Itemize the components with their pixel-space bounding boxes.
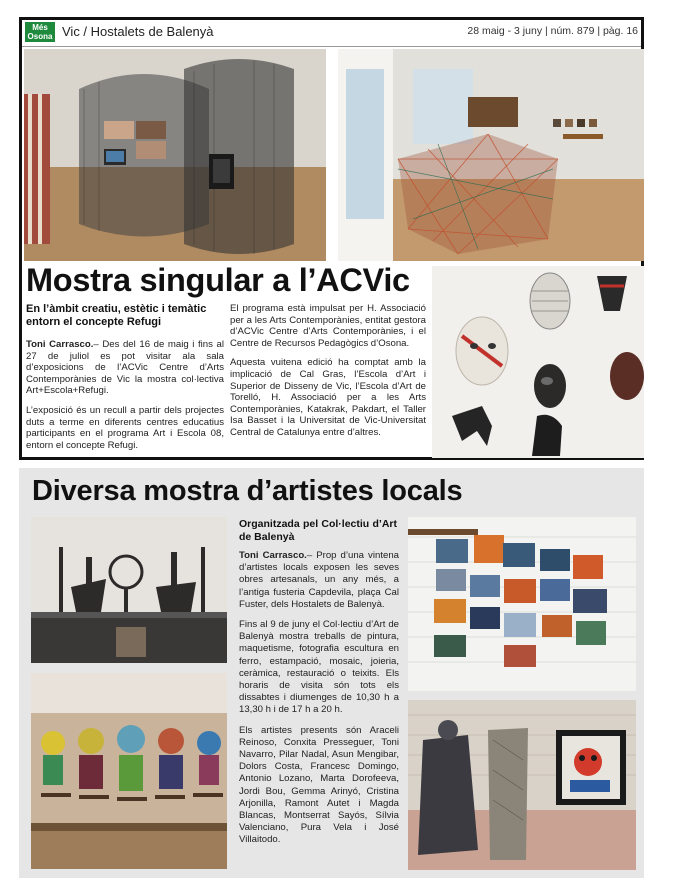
issue-info: 28 maig - 3 juny | núm. 879 | pàg. 16 <box>467 25 638 37</box>
photo-mesh-installation <box>24 49 326 261</box>
photo-textiles-painting <box>408 700 636 870</box>
subhead-acvic: En l’àmbit creatiu, estètic i temàtic entorn el concepte Refugi <box>26 303 207 328</box>
photo-wall-collage <box>408 517 636 691</box>
headline-acvic: Mostra singular a l’ACVic <box>26 262 410 298</box>
photo-masks <box>432 266 644 458</box>
article2-paragraph-3: Els artistes presents són Araceli Reinoso, Conxita Presseguer, Toni Navarro, Pilar Nadal, Asun Mengibar, Dolors Costa, Francesc Domingo, Antonio Lozano, Marta Dorofeeva, Jordi Bou, Gemma Arinyó, Cristina Arjonilla, Ramont Autet i Magda Blancas, Montserrat Sayós, Sílvia Valenciano, Pura Vela i José Villaitodo. <box>239 724 399 846</box>
logo-mes-osona <box>25 22 55 42</box>
headline-artistes-locals: Diversa mostra d’artistes locals <box>32 475 463 507</box>
paragraph-text: – Prop d’una vintena d’artistes locals exposen les seves obres artesanals, un any més, a l’antiga fusteria Capdevila, plaça Cal Fuster, dels Hostalets de Balenyà. <box>239 550 399 610</box>
paragraph-text: – Des del 16 de maig i fins al 27 de juliol es pot visitar ala sala d’exposicions de l’ACVic Centre d’Arts Contemporànies de Vic la mostra col·lectiva Art+Escola+Refugi. <box>26 339 224 397</box>
article-acvic <box>19 17 644 460</box>
article2-column <box>239 550 399 855</box>
photo-string-cube-installation <box>338 49 644 261</box>
article1-paragraph-1 <box>26 339 224 397</box>
subhead-artistes-locals: Organitzada pel Col·lectiu d’Art de Balenyà <box>239 518 397 543</box>
article1-paragraph-3: El programa està impulsat per H. Associació per a les Arts Contemporànies, entitat gestora d’ACVic Centre d’Arts Contemporànies, i el Centre de Recursos Pedagògics d’Osona. <box>230 303 426 349</box>
section-title: Vic / Hostalets de Balenyà <box>62 24 214 39</box>
photo-dolls <box>31 673 227 869</box>
article-artistes-locals <box>19 468 644 878</box>
byline: Toni Carrasco. <box>239 550 307 561</box>
article1-column-2 <box>230 303 426 447</box>
article1-column-1 <box>26 339 224 459</box>
byline: Toni Carrasco. <box>26 339 94 350</box>
logo-line-1: Més <box>32 23 48 32</box>
article2-paragraph-1 <box>239 550 399 611</box>
photo-iron-sculptures <box>31 517 227 663</box>
article1-paragraph-2: L’exposició és un recull a partir dels projectes duts a terme en diferents centres educatius participants en el programa Art i Escola 08, entorn el concepte Refugi. <box>26 404 224 451</box>
article1-paragraph-4: Aquesta vuitena edició ha comptat amb la implicació de Cal Gras, l’Escola d’Art i Superior de Disseny de Vic, l’Escola d’Art de Torelló, H. Associació per a les Arts Contemporànies, Katakrak, Pakdart, el Taller Isa Basset i la Universitat de Vic-Universitat Central de Catalunya entre d’altres. <box>230 357 426 438</box>
logo-line-2: Osona <box>27 32 53 41</box>
page-header <box>22 20 641 47</box>
article2-paragraph-2: Fins al 9 de juny el Col·lectiu d’Art de Balenyà mostra treballs de pintura, maquetisme, fotografia escultura en ferro, estampació, mosaic, joieria, ceràmica, restauració o teixits. Els horaris de visita són tots els dissabtes i diumenges de 10,30 h a 13,30 h i de 17 h a 20 h. <box>239 619 399 716</box>
